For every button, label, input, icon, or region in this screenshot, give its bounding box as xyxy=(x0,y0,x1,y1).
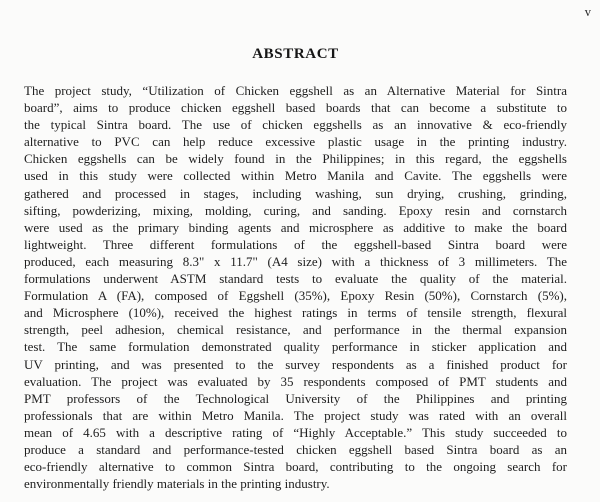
text-line: environmentally friendly materials in the printing industry. xyxy=(24,476,330,492)
text-line: lightweight. Three different formulations of the eggshell-based Sintra board were xyxy=(24,236,567,252)
text-line: used in this study were collected within Metro Manila and Cavite. The eggshells were xyxy=(24,168,567,184)
text-line: Chicken eggshells can be widely found in the Philippines; in this regard, the eggshells xyxy=(24,151,567,167)
text-line: gathered and processed in stages, including washing, sun drying, crushing, grinding, xyxy=(24,185,567,201)
text-line: eco-friendly alternative to common Sintra board, contributing to the ongoing search for xyxy=(24,459,567,475)
text-line: board”, aims to produce chicken eggshell based boards that can become a substitute to xyxy=(24,100,567,116)
text-line: produced, each measuring 8.3" x 11.7" (A4 size) with a thickness of 3 millimeters. The xyxy=(24,253,567,269)
text-line: formulations underwent ASTM standard tests to evaluate the quality of the material. xyxy=(24,271,567,287)
text-line: were used as the primary binding agents and microsphere as additive to make the board xyxy=(24,219,567,235)
text-line: Formulation A (FA), composed of Eggshell (35%), Epoxy Resin (50%), Cornstarch (5%), xyxy=(24,288,567,304)
text-line: the typical Sintra board. The use of chicken eggshells as an innovative & eco-friendly xyxy=(24,117,567,133)
text-line: UV printing, and was presented to the survey respondents as a finished product for xyxy=(24,356,567,372)
text-line: and Microsphere (10%), received the highest ratings in terms of tensile strength, flexural xyxy=(24,305,567,321)
abstract-paragraph xyxy=(24,82,567,492)
text-line: strength, peel adhesion, chemical resistance, and performance in the thermal expansion xyxy=(24,322,567,338)
text-line: produce a standard and performance-tested chicken eggshell based Sintra board as an xyxy=(24,441,567,457)
text-line: PMT professors of the Technological University of the Philippines and printing xyxy=(24,390,567,406)
text-line: The project study, “Utilization of Chicken eggshell as an Alternative Material for Sintra xyxy=(24,83,567,98)
text-line: professionals that are within Metro Manila. The project study was rated with an overall xyxy=(24,407,567,423)
page-number: v xyxy=(584,5,591,19)
text-line: evaluation. The project was evaluated by 35 respondents composed of PMT students and xyxy=(24,373,567,389)
abstract-heading: ABSTRACT xyxy=(252,46,339,62)
text-line: sifting, powderizing, mixing, molding, curing, and sanding. Epoxy resin and cornstarch xyxy=(24,202,567,218)
text-line: test. The same formulation demonstrated quality performance in sticker application and xyxy=(24,339,567,355)
text-line: alternative to PVC can help reduce excessive plastic usage in the printing industry. xyxy=(24,134,567,150)
text-line: mean of 4.65 with a descriptive rating of “Highly Acceptable.” This study succeeded to xyxy=(24,424,567,440)
